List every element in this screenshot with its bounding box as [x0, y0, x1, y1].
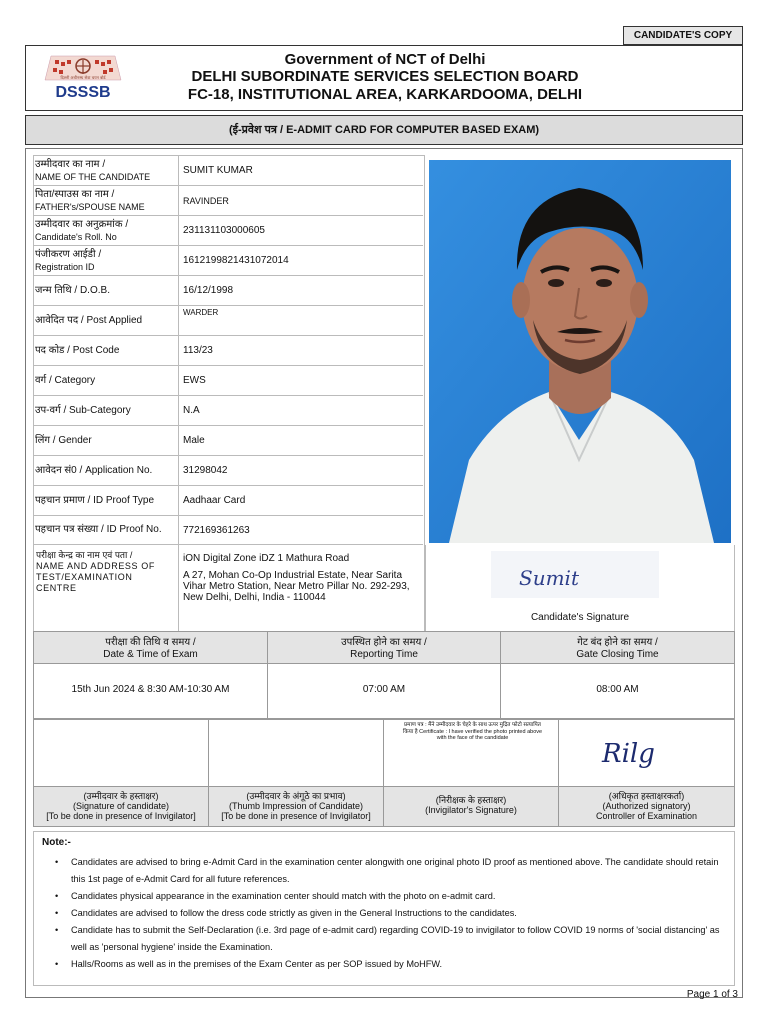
detail-value-sub-category: N.A — [178, 396, 423, 426]
detail-label-id-proof-no: पहचान पत्र संख्या / ID Proof No. — [33, 516, 178, 545]
detail-value-roll: 231131103000605 — [178, 216, 423, 246]
timing-header-reporting: उपस्थित होने का समय / Reporting Time — [268, 632, 501, 664]
detail-value-registration: 1612199821431072014 — [178, 246, 423, 276]
detail-value-application: 31298042 — [178, 456, 423, 486]
detail-label-registration: पंजीकरण आईडी / Registration ID — [33, 246, 178, 276]
detail-value-id-proof-type: Aadhaar Card — [178, 486, 423, 516]
detail-label-post-code: पद कोड / Post Code — [33, 336, 178, 366]
detail-label-post: आवेदित पद / Post Applied — [33, 306, 178, 336]
detail-value-id-proof-no: 772169361263 — [178, 516, 423, 545]
certificate-text: प्रमाण पत्र : मैंने उम्मीदवार के चेहरे के साथ ऊपर मुद्रित फोटो सत्यापित किया है Certificate : I have verified the photo printed above with the face of the candidate — [402, 722, 543, 741]
candidate-signature-caption: Candidate's Signature — [530, 612, 630, 623]
detail-value-name: SUMIT KUMAR — [178, 156, 423, 186]
copy-tag: CANDIDATE'S COPY — [623, 26, 743, 45]
centre-value — [178, 545, 423, 631]
timing-header-gate: गेट बंद होने का समय / Gate Closing Time — [501, 632, 734, 664]
candidate-sign-box — [34, 720, 209, 786]
detail-value-dob: 16/12/1998 — [178, 276, 423, 306]
timing-header-date: परीक्षा की तिथि व समय / Date & Time of Exam — [34, 632, 268, 664]
detail-label-dob: जन्म तिथि / D.O.B. — [33, 276, 178, 306]
detail-value-post-code: 113/23 — [178, 336, 423, 366]
timing-value-gate: 08:00 AM — [596, 684, 639, 695]
note-heading: Note:- — [42, 837, 71, 848]
detail-value-gender: Male — [178, 426, 423, 456]
note-item: • Candidates are advised to follow the dress code strictly as given in the General Instructions to the candidates. — [55, 905, 730, 922]
authorized-signature-text: Rilg — [602, 739, 655, 769]
header-government: Government of NCT of Delhi — [284, 51, 486, 68]
centre-name: iON Digital Zone iDZ 1 Mathura Road — [183, 553, 350, 564]
header-board: DELHI SUBORDINATE SERVICES SELECTION BOARD — [191, 68, 579, 85]
header-address: FC-18, INSTITUTIONAL AREA, KARKARDOOMA, DELHI — [187, 86, 583, 103]
sign-caption-invigilator: (निरीक्षक के हस्ताक्षर) (Invigilator's Signature) — [384, 786, 559, 826]
detail-label-name: उम्मीदवार का नाम / NAME OF THE CANDIDATE — [33, 156, 178, 186]
admit-card-title: (ई-प्रवेश पत्र / E-ADMIT CARD FOR COMPUTER BASED EXAM) — [25, 115, 743, 145]
page-number: Page 1 of 3 — [686, 989, 738, 1000]
candidate-signature-image — [491, 551, 659, 598]
dsssb-logo — [41, 52, 125, 100]
candidate-photo — [429, 160, 731, 543]
centre-label — [33, 545, 178, 631]
thumb-impression-box — [209, 720, 384, 786]
centre-label-hindi: परीक्षा केन्द्र का नाम एवं पता / — [36, 550, 133, 560]
sign-caption-thumb: (उम्मीदवार के अंगूठे का प्रभाव) (Thumb Impression of Candidate) [To be done in presence of Invigilator] — [209, 786, 384, 826]
detail-label-father: पिता/स्पाउस का नाम / FATHER's/SPOUSE NAME — [33, 186, 178, 216]
detail-value-category: EWS — [178, 366, 423, 396]
detail-label-gender: लिंग / Gender — [33, 426, 178, 456]
detail-label-category: वर्ग / Category — [33, 366, 178, 396]
detail-value-post: WARDER — [178, 306, 423, 336]
candidate-signature-text: Sumit — [519, 566, 579, 590]
centre-label-english: NAME AND ADDRESS OF TEST/EXAMINATION CENTRE — [36, 561, 155, 593]
sign-caption-authority: (अधिकृत हस्ताक्षरकर्ता) (Authorized signatory) Controller of Examination — [559, 786, 734, 826]
centre-address: A 27, Mohan Co-Op Industrial Estate, Near Sarita Vihar Metro Station, Near Metro Pillar No. 292-293, New Delhi, Delhi, India - 110044 — [183, 570, 410, 603]
logo-text: DSSSB — [55, 84, 111, 100]
sign-caption-candidate: (उम्मीदवार के हस्ताक्षर) (Signature of candidate) [To be done in presence of Invigilator] — [34, 786, 209, 826]
detail-label-sub-category: उप-वर्ग / Sub-Category — [33, 396, 178, 426]
note-item: • Candidates are advised to bring e-Admit Card in the examination center alongwith one original photo ID proof as mentioned above. The candidate should retain this 1st page of e-Admit Card for all future references. — [55, 854, 730, 888]
authorized-signature-image — [596, 730, 696, 775]
note-item: • Halls/Rooms as well as in the premises of the Exam Center as per SOP issued by MoHFW. — [55, 956, 730, 973]
note-item: • Candidates physical appearance in the examination center should match with the photo on e-admit card. — [55, 888, 730, 905]
logo-hindi-text: दिल्ली अधीनस्थ सेवा चयन बोर्ड — [60, 75, 106, 80]
detail-label-roll: उम्मीदवार का अनुक्रमांक / Candidate's Roll. No — [33, 216, 178, 246]
timing-value-date: 15th Jun 2024 & 8:30 AM-10:30 AM — [34, 664, 268, 718]
detail-label-application: आवेदन सं0 / Application No. — [33, 456, 178, 486]
detail-label-id-proof-type: पहचान प्रमाण / ID Proof Type — [33, 486, 178, 516]
timing-value-reporting: 07:00 AM — [268, 664, 501, 718]
note-item: • Candidate has to submit the Self-Declaration (i.e. 3rd page of e-admit card) regarding COVID-19 to invigilator to follow COVID 19 norms of 'social distancing' as well as 'personal hygiene' inside the Examination. — [55, 922, 730, 956]
note-list — [55, 854, 730, 973]
detail-value-father: RAVINDER — [178, 186, 423, 216]
